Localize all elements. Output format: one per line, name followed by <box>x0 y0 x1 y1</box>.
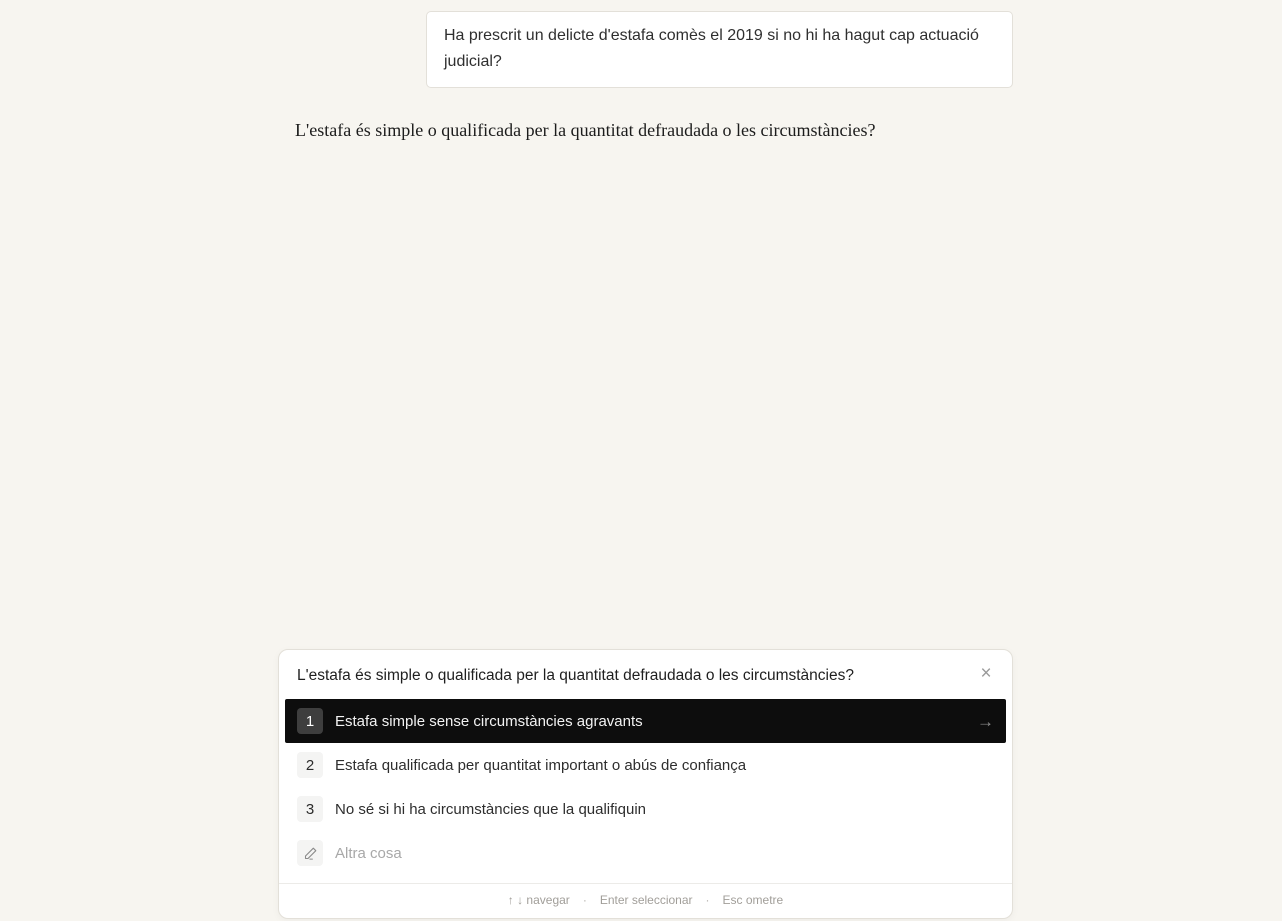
option-number-badge: 3 <box>297 796 323 822</box>
options-list <box>279 699 1012 875</box>
spacer <box>279 875 1012 883</box>
select-hint: Enter seleccionar <box>599 893 693 907</box>
hint-separator: · <box>582 893 587 907</box>
option-number-badge: 1 <box>297 708 323 734</box>
option-row-3[interactable] <box>285 787 1006 831</box>
option-row-custom[interactable] <box>285 831 1006 875</box>
question-dialog <box>278 649 1013 919</box>
option-label: Estafa simple sense circumstàncies agravants <box>335 712 643 730</box>
dialog-footer <box>279 883 1012 918</box>
hint-separator: · <box>705 893 710 907</box>
close-icon[interactable]: × <box>976 664 996 684</box>
option-label: No sé si hi ha circumstàncies que la qualifiquin <box>335 800 646 818</box>
option-label: Estafa qualificada per quantitat important o abús de confiança <box>335 756 747 774</box>
user-message: Ha prescrit un delicte d'estafa comès el 2019 si no hi ha hagut cap actuació judicial? <box>426 11 1013 88</box>
assistant-question-text: L'estafa és simple o qualificada per la quantitat defraudada o les circumstàncies? <box>295 120 876 140</box>
custom-option-placeholder: Altra cosa <box>335 844 402 862</box>
pencil-icon <box>297 840 323 866</box>
option-row-1[interactable] <box>285 699 1006 743</box>
option-row-2[interactable] <box>285 743 1006 787</box>
option-number-badge: 2 <box>297 752 323 778</box>
skip-hint: Esc ometre <box>722 893 784 907</box>
dialog-header <box>279 650 1012 699</box>
dialog-title: L'estafa és simple o qualificada per la quantitat defraudada o les circumstàncies? <box>297 667 854 684</box>
navigate-hint: ↑ ↓ navegar <box>507 893 570 907</box>
arrow-right-icon: → <box>977 711 994 731</box>
